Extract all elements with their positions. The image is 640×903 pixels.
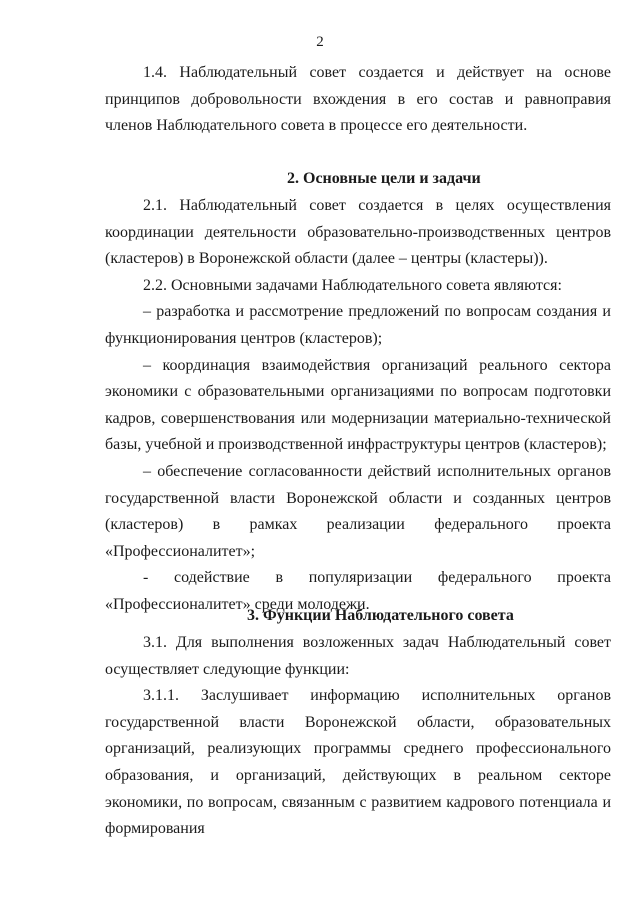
section-2-block: [105, 166, 611, 193]
paragraph-3-1-1: 3.1.1. Заслушивает информацию исполнительных органов государственной власти Воронежской области, образовательных организаций, реализующих программы среднего профессионального образования, и организаций, действующих в реальном секторе экономики, по вопросам, связанным с развитием кадрового потенциала и формирования: [105, 687, 611, 838]
page-number: 2: [316, 34, 324, 50]
section-2-body: [105, 193, 611, 619]
paragraph-2-1: 2.1. Наблюдательный совет создается в целях осуществления координации деятельности образовательно-производственных центров (кластеров) в Воронежской области (далее – центры (кластеры)).: [105, 197, 611, 268]
task-item-3: – обеспечение согласованности действий исполнительных органов государственной власти Воронежской области и созданных центров (кластеров) в рамках реализации федерального проекта «Профессионалитет»;: [105, 462, 611, 560]
task-item-2: – координация взаимодействия организаций реального сектора экономики с образовательными организациями по вопросам подготовки кадров, совершенствования или модернизации материально-технической базы, учебной и производственной инфраструктуры центров (кластеров);: [105, 356, 611, 454]
paragraph-3-1: 3.1. Для выполнения возложенных задач Наблюдательный совет осуществляет следующие функции:: [105, 634, 611, 678]
paragraph-block-1-4: [105, 60, 611, 140]
section-3-body: [105, 630, 611, 843]
paragraph-2-2: 2.2. Основными задачами Наблюдательного совета являются:: [143, 276, 562, 294]
paragraph-1-4: 1.4. Наблюдательный совет создается и действует на основе принципов добровольности вхождения в его состав и равноправия членов Наблюдательного совета в процессе его деятельности.: [105, 64, 611, 135]
section-3-block: [105, 603, 611, 630]
task-item-4: - содействие в популяризации федерального проекта «Профессионалитет» среди молодежи.: [105, 569, 611, 613]
section-2-heading: 2. Основные цели и задачи: [287, 170, 481, 187]
task-item-1: – разработка и рассмотрение предложений по вопросам создания и функционирования центров (кластеров);: [105, 303, 611, 347]
section-3-heading: 3. Функции Наблюдательного совета: [247, 607, 514, 624]
